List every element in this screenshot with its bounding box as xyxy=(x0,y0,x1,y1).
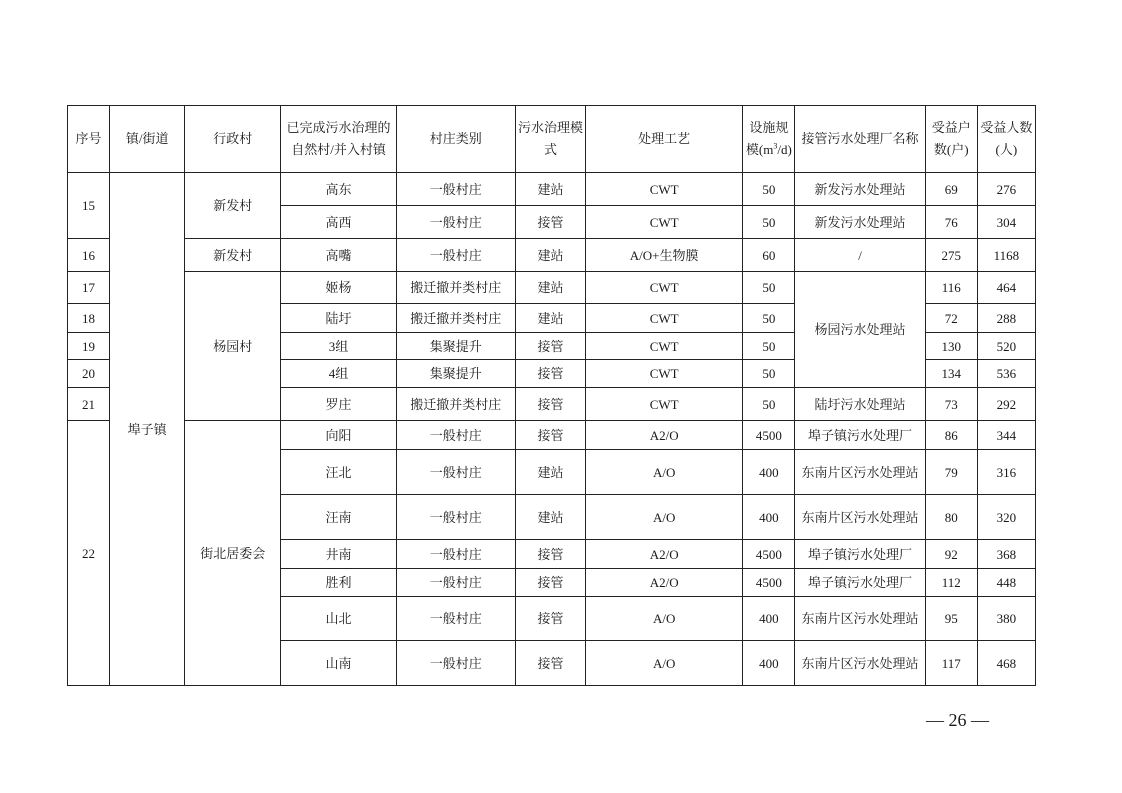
cell-village: 高嘴 xyxy=(281,239,396,272)
cell-category: 一般村庄 xyxy=(396,597,515,641)
cell-people: 520 xyxy=(977,333,1035,360)
cell-households: 275 xyxy=(925,239,977,272)
cell-plant: 杨园污水处理站 xyxy=(795,272,925,388)
cell-category: 搬迁撤并类村庄 xyxy=(396,388,515,421)
cell-category: 一般村庄 xyxy=(396,206,515,239)
cell-category: 一般村庄 xyxy=(396,540,515,569)
cell-mode: 建站 xyxy=(515,450,585,495)
cell-village: 姬杨 xyxy=(281,272,396,304)
cell-village: 山南 xyxy=(281,641,396,686)
cell-people: 468 xyxy=(977,641,1035,686)
cell-mode: 建站 xyxy=(515,173,585,206)
cell-plant: 新发污水处理站 xyxy=(795,206,925,239)
cell-scale: 400 xyxy=(743,641,795,686)
cell-process: CWT xyxy=(586,360,743,388)
cell-scale: 50 xyxy=(743,206,795,239)
cell-process: CWT xyxy=(586,388,743,421)
cell-plant: 东南片区污水处理站 xyxy=(795,597,925,641)
cell-village: 高东 xyxy=(281,173,396,206)
cell-process: A/O+生物膜 xyxy=(586,239,743,272)
cell-category: 一般村庄 xyxy=(396,495,515,540)
cell-people: 344 xyxy=(977,421,1035,450)
cell-households: 92 xyxy=(925,540,977,569)
header-admin-village: 行政村 xyxy=(185,106,281,173)
cell-scale: 4500 xyxy=(743,540,795,569)
cell-process: A/O xyxy=(586,641,743,686)
cell-scale: 50 xyxy=(743,304,795,333)
cell-mode: 建站 xyxy=(515,272,585,304)
cell-mode: 接管 xyxy=(515,597,585,641)
cell-scale: 50 xyxy=(743,388,795,421)
cell-category: 一般村庄 xyxy=(396,450,515,495)
cell-category: 一般村庄 xyxy=(396,239,515,272)
cell-scale: 60 xyxy=(743,239,795,272)
cell-seq: 22 xyxy=(68,421,110,686)
cell-seq: 15 xyxy=(68,173,110,239)
cell-process: CWT xyxy=(586,206,743,239)
cell-people: 368 xyxy=(977,540,1035,569)
page-number: — 26 — xyxy=(926,710,989,730)
cell-admin: 街北居委会 xyxy=(185,421,281,686)
table-row xyxy=(68,173,1036,206)
header-people: 受益人数(人) xyxy=(977,106,1035,173)
cell-village: 井南 xyxy=(281,540,396,569)
cell-process: A2/O xyxy=(586,421,743,450)
cell-process: A2/O xyxy=(586,569,743,597)
cell-village: 3组 xyxy=(281,333,396,360)
cell-households: 112 xyxy=(925,569,977,597)
cell-plant: 东南片区污水处理站 xyxy=(795,641,925,686)
header-scale-prefix: 设施规模(m xyxy=(745,120,789,157)
cell-mode: 接管 xyxy=(515,641,585,686)
cell-scale: 400 xyxy=(743,450,795,495)
header-seq: 序号 xyxy=(68,106,110,173)
cell-process: A2/O xyxy=(586,540,743,569)
cell-households: 73 xyxy=(925,388,977,421)
cell-category: 集聚提升 xyxy=(396,333,515,360)
cell-mode: 建站 xyxy=(515,239,585,272)
cell-households: 79 xyxy=(925,450,977,495)
cell-village: 4组 xyxy=(281,360,396,388)
cell-households: 76 xyxy=(925,206,977,239)
cell-scale: 400 xyxy=(743,597,795,641)
cell-people: 448 xyxy=(977,569,1035,597)
cell-category: 一般村庄 xyxy=(396,421,515,450)
cell-process: CWT xyxy=(586,272,743,304)
cell-mode: 建站 xyxy=(515,495,585,540)
header-natural-village: 已完成污水治理的自然村/并入村镇 xyxy=(281,106,396,173)
cell-scale: 400 xyxy=(743,495,795,540)
cell-people: 316 xyxy=(977,450,1035,495)
cell-process: A/O xyxy=(586,495,743,540)
table-row xyxy=(68,272,1036,304)
cell-people: 1168 xyxy=(977,239,1035,272)
cell-plant: 埠子镇污水处理厂 xyxy=(795,540,925,569)
cell-category: 集聚提升 xyxy=(396,360,515,388)
cell-process: CWT xyxy=(586,173,743,206)
cell-village: 向阳 xyxy=(281,421,396,450)
cell-plant: 东南片区污水处理站 xyxy=(795,450,925,495)
cell-households: 117 xyxy=(925,641,977,686)
cell-households: 116 xyxy=(925,272,977,304)
cell-households: 95 xyxy=(925,597,977,641)
cell-village: 高西 xyxy=(281,206,396,239)
cell-mode: 接管 xyxy=(515,388,585,421)
cell-people: 292 xyxy=(977,388,1035,421)
cell-seq: 20 xyxy=(68,360,110,388)
cell-people: 536 xyxy=(977,360,1035,388)
header-scale xyxy=(743,106,795,173)
cell-category: 一般村庄 xyxy=(396,173,515,206)
cell-seq: 16 xyxy=(68,239,110,272)
header-mode: 污水治理模式 xyxy=(515,106,585,173)
table-row xyxy=(68,239,1036,272)
cell-people: 320 xyxy=(977,495,1035,540)
header-plant: 接管污水处理厂名称 xyxy=(795,106,925,173)
header-scale-sup: 3 xyxy=(773,141,778,151)
cell-mode: 接管 xyxy=(515,360,585,388)
cell-people: 276 xyxy=(977,173,1035,206)
cell-people: 288 xyxy=(977,304,1035,333)
table-row xyxy=(68,421,1036,450)
cell-seq: 18 xyxy=(68,304,110,333)
cell-mode: 接管 xyxy=(515,333,585,360)
cell-category: 搬迁撤并类村庄 xyxy=(396,304,515,333)
cell-households: 86 xyxy=(925,421,977,450)
cell-seq: 19 xyxy=(68,333,110,360)
cell-plant: 新发污水处理站 xyxy=(795,173,925,206)
cell-process: A/O xyxy=(586,450,743,495)
header-scale-suffix: /d) xyxy=(777,142,792,157)
cell-people: 304 xyxy=(977,206,1035,239)
cell-village: 汪南 xyxy=(281,495,396,540)
cell-seq: 17 xyxy=(68,272,110,304)
cell-village: 胜利 xyxy=(281,569,396,597)
cell-process: CWT xyxy=(586,304,743,333)
cell-scale: 4500 xyxy=(743,569,795,597)
cell-plant: / xyxy=(795,239,925,272)
cell-village: 罗庄 xyxy=(281,388,396,421)
header-category: 村庄类别 xyxy=(396,106,515,173)
village-sewage-table xyxy=(67,105,1036,686)
cell-plant: 埠子镇污水处理厂 xyxy=(795,421,925,450)
cell-village: 汪北 xyxy=(281,450,396,495)
cell-people: 380 xyxy=(977,597,1035,641)
cell-process: CWT xyxy=(586,333,743,360)
cell-seq: 21 xyxy=(68,388,110,421)
cell-admin: 杨园村 xyxy=(185,272,281,421)
cell-admin: 新发村 xyxy=(185,173,281,239)
cell-plant: 陆圩污水处理站 xyxy=(795,388,925,421)
cell-plant: 东南片区污水处理站 xyxy=(795,495,925,540)
cell-village: 山北 xyxy=(281,597,396,641)
cell-village: 陆圩 xyxy=(281,304,396,333)
cell-scale: 4500 xyxy=(743,421,795,450)
header-row xyxy=(68,106,1036,173)
cell-scale: 50 xyxy=(743,333,795,360)
cell-mode: 接管 xyxy=(515,421,585,450)
cell-mode: 接管 xyxy=(515,540,585,569)
cell-category: 一般村庄 xyxy=(396,641,515,686)
cell-scale: 50 xyxy=(743,173,795,206)
cell-admin: 新发村 xyxy=(185,239,281,272)
cell-plant: 埠子镇污水处理厂 xyxy=(795,569,925,597)
cell-process: A/O xyxy=(586,597,743,641)
header-process: 处理工艺 xyxy=(586,106,743,173)
cell-households: 134 xyxy=(925,360,977,388)
cell-town: 埠子镇 xyxy=(110,173,185,686)
header-town: 镇/街道 xyxy=(110,106,185,173)
cell-category: 一般村庄 xyxy=(396,569,515,597)
cell-mode: 接管 xyxy=(515,206,585,239)
cell-scale: 50 xyxy=(743,272,795,304)
cell-category: 搬迁撤并类村庄 xyxy=(396,272,515,304)
cell-mode: 建站 xyxy=(515,304,585,333)
cell-people: 464 xyxy=(977,272,1035,304)
cell-households: 72 xyxy=(925,304,977,333)
cell-scale: 50 xyxy=(743,360,795,388)
cell-households: 80 xyxy=(925,495,977,540)
cell-mode: 接管 xyxy=(515,569,585,597)
cell-households: 69 xyxy=(925,173,977,206)
header-households: 受益户数(户) xyxy=(925,106,977,173)
cell-households: 130 xyxy=(925,333,977,360)
